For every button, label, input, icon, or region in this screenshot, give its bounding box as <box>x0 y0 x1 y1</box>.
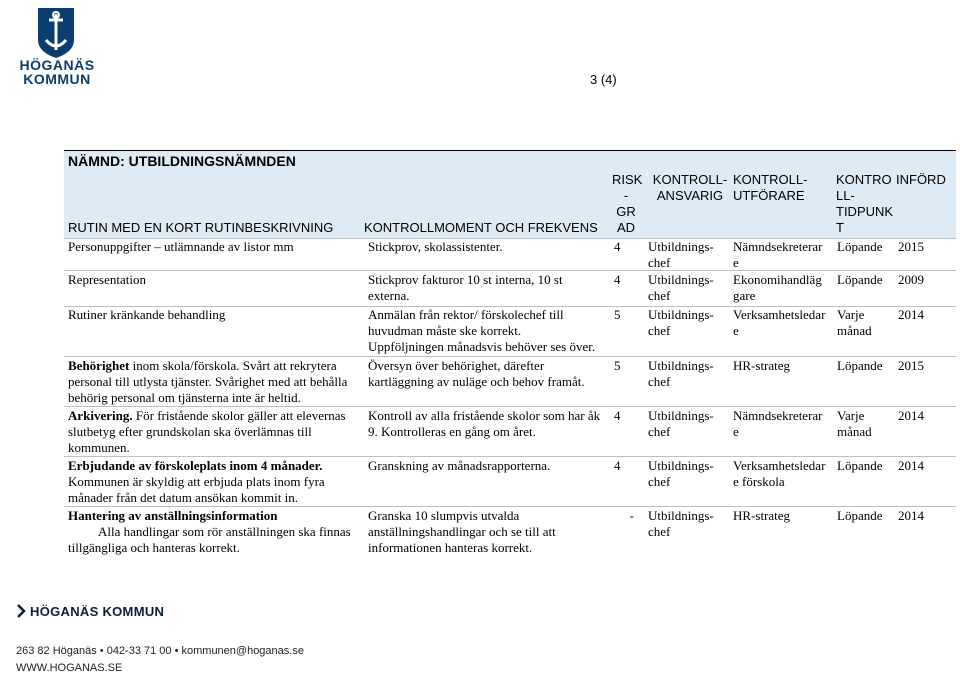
page-number: 3 (4) <box>590 72 617 87</box>
table-row-risk: 4 <box>614 239 621 254</box>
table-row-inford: 2014 <box>898 307 924 322</box>
table-row-rutin: Behörighet inom skola/förskola. Svårt att rekrytera personal till utlysta tjänster. Svårighet med att behålla behörig personal om tjänsterna inte är heltid. <box>68 358 348 405</box>
table-row-inford: 2009 <box>898 272 924 287</box>
table-row-rutin: Rutiner kränkande behandling <box>68 307 226 322</box>
footer-brand: HÖGANÄS KOMMUN <box>30 604 165 619</box>
footer-website-link[interactable]: WWW.HOGANAS.SE <box>16 662 123 674</box>
table-row-moment: Stickprov, skolassistenter. <box>368 239 503 254</box>
row-divider <box>64 506 956 507</box>
table-row-rutin: Representation <box>68 272 146 287</box>
table-title: NÄMND: UTBILDNINGSNÄMNDEN <box>68 153 296 169</box>
table-row-ansvarig: Utbildnings- chef <box>648 239 714 270</box>
row-divider <box>64 270 956 271</box>
table-row-tidpunkt: Varje månad <box>837 408 872 439</box>
table-row-utforare: Nämndsekreterar e <box>733 408 823 439</box>
table-row-inford: 2014 <box>898 458 924 473</box>
table-row-utforare: HR-strateg <box>733 358 791 373</box>
table-row-moment: Stickprov fakturor 10 st interna, 10 st externa. <box>368 272 563 303</box>
table-row-risk: 5 <box>614 358 621 373</box>
table-row-tidpunkt: Löpande <box>837 239 883 254</box>
column-header-inford: INFÖRD <box>896 172 946 187</box>
table-row-rutin: Erbjudande av förskoleplats inom 4 månader. Kommunen är skyldig att erbjuda plats inom fyra månader från det datum ansökan kommit in. <box>68 458 325 505</box>
table-row-moment: Kontroll av alla fristående skolor som har åk 9. Kontrolleras en gång om året. <box>368 408 601 439</box>
table-row-inford: 2015 <box>898 239 924 254</box>
table-row-ansvarig: Utbildnings- chef <box>648 358 714 389</box>
table-row-rutin: Hantering av anställningsinformation Alla handlingar som rör anställningen ska finnas tillgängliga och hanteras korrekt. <box>68 508 351 555</box>
table-row-utforare: Verksamhetsledar e förskola <box>733 458 826 489</box>
table-row-ansvarig: Utbildnings- chef <box>648 272 714 303</box>
footer-address: 263 82 Höganäs • 042-33 71 00 • kommunen@hoganas.se <box>16 645 304 657</box>
table-row-rutin: Personuppgifter – utlämnande av listor mm <box>68 239 294 254</box>
column-header-ansvarig: KONTROLL- ANSVARIG <box>652 172 728 203</box>
table-row-moment: Anmälan från rektor/ förskolechef till huvudman måste ske korrekt. Uppföljningen månadsvis behöver ses över. <box>368 307 596 354</box>
table-row-utforare: Ekonomihandläg gare <box>733 272 822 303</box>
table-row-ansvarig: Utbildnings- chef <box>648 458 714 489</box>
table-row-risk: 4 <box>614 408 621 423</box>
table-row-risk: 4 <box>614 458 621 473</box>
table-row-ansvarig: Utbildnings- chef <box>648 408 714 439</box>
column-header-rutin: RUTIN MED EN KORT RUTINBESKRIVNING <box>68 220 334 235</box>
table-row-tidpunkt: Löpande <box>837 458 883 473</box>
table-row-moment: Granska 10 slumpvis utvalda anställningshandlingar och se till att informationen hanteras korrekt. <box>368 508 556 555</box>
table-row-moment: Granskning av månadsrapporterna. <box>368 458 551 473</box>
row-divider <box>64 356 956 357</box>
table-row-utforare: Nämndsekreterar e <box>733 239 823 270</box>
table-row-inford: 2014 <box>898 508 924 523</box>
table-row-rutin: Arkivering. För fristående skolor gäller att elevernas slutbetyg efter grundskolan ska överlämnas till kommunen. <box>68 408 346 455</box>
table-row-risk: 5 <box>614 307 621 322</box>
table-row-ansvarig: Utbildnings- chef <box>648 307 714 338</box>
logo-wordmark: HÖGANÄS KOMMUN <box>19 57 95 87</box>
table-row-ansvarig: Utbildnings- chef <box>648 508 714 539</box>
table-row-inford: 2015 <box>898 358 924 373</box>
table-row-utforare: HR-strateg <box>733 508 791 523</box>
table-row-risk: - <box>629 508 634 523</box>
table-row-utforare: Verksamhetsledar e <box>733 307 826 338</box>
column-header-risk: RISK - GR AD <box>612 172 643 235</box>
table-row-risk: 4 <box>614 272 621 287</box>
column-header-tidpunkt: KONTRO LL- TIDPUNK T <box>836 172 894 235</box>
table-row-tidpunkt: Löpande <box>837 358 883 373</box>
row-divider <box>64 406 956 407</box>
table-row-inford: 2014 <box>898 408 924 423</box>
row-divider <box>64 456 956 457</box>
chevron-right-icon <box>16 604 26 618</box>
table-row-tidpunkt: Löpande <box>837 508 883 523</box>
column-header-kontrollmoment: KONTROLLMOMENT OCH FREKVENS <box>364 220 598 235</box>
table-row-moment: Översyn över behörighet, därefter kartläggning av nuläge och behov framåt. <box>368 358 585 389</box>
column-header-utforare: KONTROLL- UTFÖRARE <box>733 172 808 203</box>
table-row-tidpunkt: Löpande <box>837 272 883 287</box>
table-row-tidpunkt: Varje månad <box>837 307 872 338</box>
